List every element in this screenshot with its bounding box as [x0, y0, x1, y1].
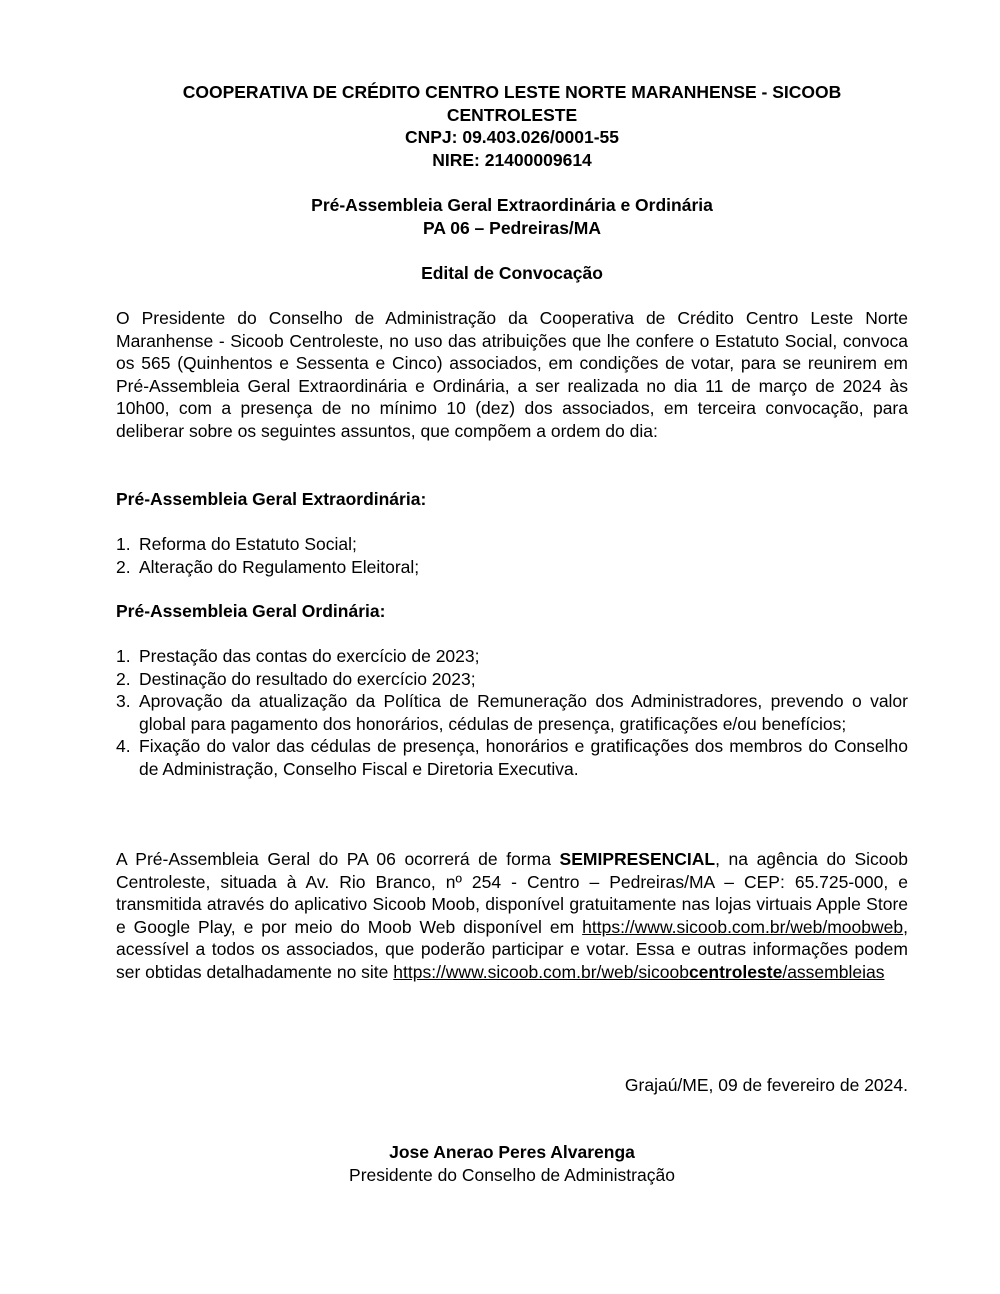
item-text: Reforma do Estatuto Social;: [139, 534, 357, 554]
list-item: [116, 690, 908, 735]
link-prefix: https://www.sicoob.com.br/web/sicoob: [393, 961, 689, 982]
list-item: [116, 645, 908, 668]
item-number: 2.: [116, 668, 131, 689]
list-item: [116, 556, 908, 579]
meeting-title: Pré-Assembleia Geral Extraordinária e Ordinária: [311, 195, 713, 215]
list-item: [116, 735, 908, 780]
item-text: Fixação do valor das cédulas de presença, honorários e gratificações dos membros do Conselho de Administração, Conselho Fiscal e Diretoria Executiva.: [139, 736, 908, 779]
item-number: 1.: [116, 534, 131, 554]
signature-block: [116, 1141, 908, 1186]
organization-header: [116, 81, 908, 171]
intro-paragraph: O Presidente do Conselho de Administração da Cooperativa de Crédito Centro Leste Norte Maranhense - Sicoob Centroleste, no uso das atribuições que lhe confere o Estatuto Social, convoca os 565 (Quinhentos e Sessenta e Cinco) associados, em condições de votar, para se reunirem em Pré-Assembleia Geral Extraordinária e Ordinária, a ser realizada no dia 11 de março de 2024 às 10h00, com a presença de no mínimo 10 (dez) dos associados, em terceira convocação, para deliberar sobre os seguintes assuntos, que compõem a ordem do dia:: [116, 308, 908, 441]
signatory-role: Presidente do Conselho de Administração: [349, 1164, 675, 1185]
nire: NIRE: 21400009614: [432, 149, 592, 170]
list-item: [116, 533, 908, 556]
assembleias-link[interactable]: [393, 962, 884, 982]
intro-section: [116, 307, 908, 443]
org-name-line1: COOPERATIVA DE CRÉDITO CENTRO LESTE NORTE MARANHENSE - SICOOB: [182, 82, 842, 102]
cnpj: CNPJ: 09.403.026/0001-55: [404, 127, 620, 147]
signatory-name: Jose Anerao Peres Alvarenga: [389, 1142, 635, 1162]
ordinary-heading: Pré-Assembleia Geral Ordinária:: [116, 601, 386, 621]
item-text: Alteração do Regulamento Eleitoral;: [139, 556, 420, 577]
link-suffix: /assembleias: [782, 961, 885, 982]
info-section: [116, 848, 908, 984]
info-text-part3: , acessível a todos os associados, que poderão participar e votar. Essa e outras informações podem ser obtidas detalhadamente no site: [116, 916, 908, 982]
moobweb-link[interactable]: https://www.sicoob.com.br/web/moobweb: [582, 916, 904, 937]
item-text: Prestação das contas do exercício de 2023;: [139, 646, 480, 666]
place-and-date: Grajaú/ME, 09 de fevereiro de 2024.: [624, 1075, 908, 1095]
info-text-part2: , na agência do Sicoob Centroleste, situada à Av. Rio Branco, nº 254 - Centro – Pedreiras/MA – CEP: 65.725-000, e transmitida através do aplicativo Sicoob Moob, disponível gratuitamente nas lojas virtuais Apple Store e Google Play, e por meio do Moob Web disponível em: [116, 849, 908, 937]
meeting-location: PA 06 – Pedreiras/MA: [423, 217, 601, 238]
notice-title: Edital de Convocação: [421, 263, 603, 283]
meeting-header: [116, 194, 908, 239]
attendance-mode: SEMIPRESENCIAL: [559, 849, 716, 869]
item-number: 1.: [116, 646, 131, 666]
extraordinary-agenda-list: [116, 533, 908, 578]
item-text: Destinação do resultado do exercício 2023;: [139, 668, 476, 689]
item-number: 4.: [116, 736, 131, 757]
info-text-part1: A Pré-Assembleia Geral do PA 06 ocorrerá de forma: [116, 849, 560, 869]
org-name-line2: CENTROLESTE: [446, 104, 578, 125]
item-text: Aprovação da atualização da Política de Remuneração dos Administradores, prevendo o valor global para pagamento dos honorários, cédulas de presença, gratificações e/ou benefícios;: [139, 691, 908, 734]
extraordinary-heading: Pré-Assembleia Geral Extraordinária:: [116, 489, 427, 509]
list-item: [116, 668, 908, 691]
item-number: 3.: [116, 691, 131, 712]
link-bold-segment: centroleste: [688, 961, 783, 982]
ordinary-agenda-list: [116, 645, 908, 781]
info-paragraph: [116, 848, 908, 984]
item-number: 2.: [116, 556, 131, 577]
